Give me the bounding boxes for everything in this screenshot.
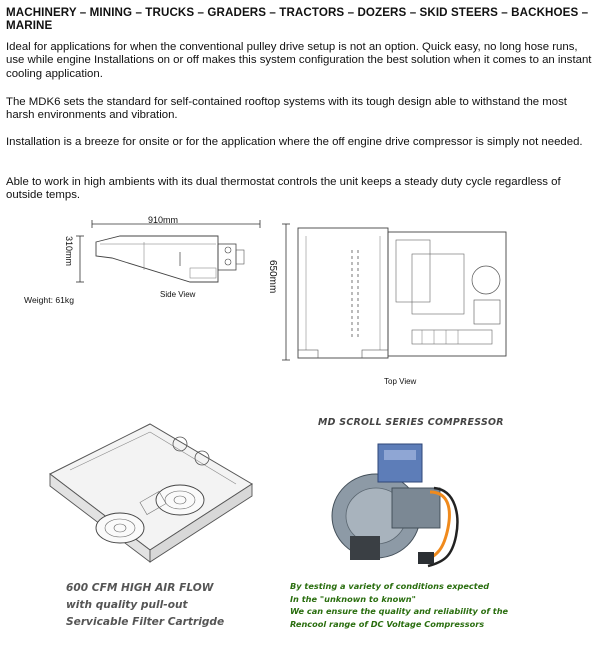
side-height-label: 310mm bbox=[64, 236, 74, 267]
side-width-label: 910mm bbox=[148, 215, 179, 225]
paragraph-mdk6: The MDK6 sets the standard for self-contained rooftop systems with its tough design able to withstand the most harsh environments and vibration. bbox=[6, 96, 567, 122]
top-view-caption: Top View bbox=[384, 377, 417, 386]
rooftop-unit-lines bbox=[30, 404, 270, 574]
unit-caption bbox=[66, 580, 224, 631]
rooftop-unit-illustration bbox=[30, 404, 270, 574]
side-view-caption: Side View bbox=[160, 290, 196, 299]
side-view-drawing bbox=[40, 212, 270, 312]
unit-caption-line: 600 CFM HIGH AIR FLOW bbox=[66, 582, 214, 594]
paragraph-installation: Installation is a breeze for onsite or for the application where the off engine drive compressor is simply not needed. bbox=[6, 136, 583, 148]
compressor-caption-line: In the "unknown to known" bbox=[290, 593, 416, 604]
compressor-title: MD SCROLL SERIES COMPRESSOR bbox=[318, 417, 504, 428]
compressor-caption bbox=[290, 580, 508, 630]
compressor-caption-line: Rencool range of DC Voltage Compressors bbox=[290, 618, 485, 629]
compressor-caption-line: By testing a variety of conditions expected bbox=[290, 581, 490, 591]
paragraph-ambients: Able to work in high ambients with its dual thermostat controls the unit keeps a steady duty cycle regardless of outside temps. bbox=[6, 176, 561, 202]
paragraph-intro: Ideal for applications for when the conventional pulley drive setup is not an option. Quick easy, no long hose runs, use while engine Installations on or off makes this system configuration the best solution when it comes to an instant cooling application. bbox=[6, 41, 592, 80]
top-height-label: 650mm bbox=[267, 260, 278, 294]
unit-caption-line: with quality pull-out bbox=[66, 599, 188, 611]
top-view-lines bbox=[262, 210, 522, 378]
weight-label: Weight: 61kg bbox=[24, 295, 75, 305]
top-view-drawing bbox=[262, 210, 522, 378]
page-heading: MACHINERY – MINING – TRUCKS – GRADERS – TRACTORS – DOZERS – SKID STEERS – BACKHOES – MARINE bbox=[6, 6, 589, 32]
unit-caption-line: Servicable Filter Cartrigde bbox=[66, 616, 225, 628]
compressor-shape bbox=[318, 432, 478, 570]
side-view-lines bbox=[40, 212, 270, 312]
compressor-caption-line: We can ensure the quality and reliability of the bbox=[290, 606, 509, 617]
compressor-photo bbox=[318, 432, 478, 570]
